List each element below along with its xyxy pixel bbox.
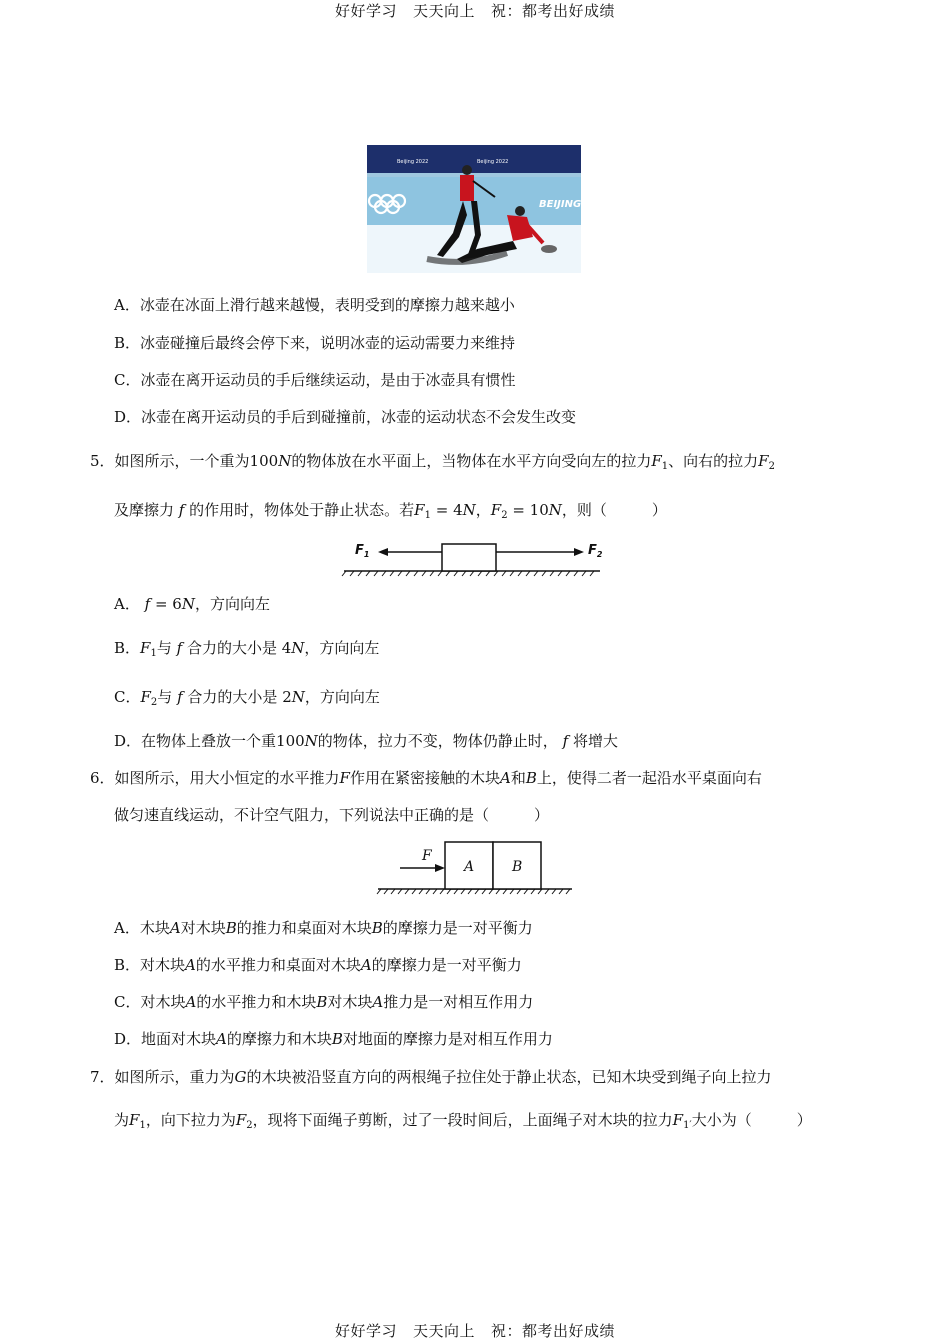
q5-block <box>442 544 496 571</box>
q6-label-f: F <box>422 848 432 864</box>
q4-option-d: D．冰壶在离开运动员的手后到碰撞前，冰壶的运动状态不会发生改变 <box>114 408 577 426</box>
q5-label-f2: F <box>588 543 597 558</box>
q6-option-c: C．对木块A的水平推力和木块B对木块A推力是一对相互作用力 <box>114 993 534 1011</box>
svg-text:Beijing 2022: Beijing 2022 <box>477 159 509 165</box>
q4-option-c: C．冰壶在离开运动员的手后继续运动，是由于冰壶具有惯性 <box>114 371 516 389</box>
q5-stem-line1: 5．如图所示，一个重为100N的物体放在水平面上，当物体在水平方向受向左的拉力$F_1$、向右的拉力$F_2$ <box>90 452 775 472</box>
q5-stem-line2: 及摩擦力 f 的作用时，物体处于静止状态。若$F_1 = 4N$，$F_2 = 10N$，则（ ） <box>114 501 667 521</box>
q7-stem-line1: 7．如图所示，重力为G的木块被沿竖直方向的两根绳子拉住处于静止状态，已知木块受到绳子向上拉力 <box>90 1068 772 1086</box>
header-left: 好好学习 <box>334 2 397 20</box>
q6-label-b: B <box>512 859 523 875</box>
q6-label-a: A <box>464 859 475 875</box>
header-right: 祝：都考出好成绩 <box>491 2 616 20</box>
q5-force-diagram <box>340 536 604 580</box>
svg-text:F1: $F_1$ <box>355 543 370 559</box>
q5-label-f1: F <box>355 543 364 558</box>
photo-logo: BEIJING <box>539 199 581 210</box>
q7-stem-line2: 为$F_1$，向下拉力为$F_2$，现将下面绳子剪断，过了一段时间后，上面绳子对木块的拉力$F_{1'}$大小为（ ） <box>114 1111 812 1131</box>
curling-photo <box>367 145 581 273</box>
q6-stem-line1: 6．如图所示，用大小恒定的水平推力F作用在紧密接触的木块A和B上，使得二者一起沿水平桌面向右 <box>90 769 762 787</box>
q5-option-b: B．$F_1$与 f 合力的大小是 4N，方向向左 <box>114 639 380 659</box>
header-middle: 天天向上 <box>412 2 475 20</box>
q6-stem-line2: 做匀速直线运动，不计空气阻力，下列说法中正确的是（ ） <box>114 806 550 824</box>
q4-option-a: A．冰壶在冰面上滑行越来越慢，表明受到的摩擦力越来越小 <box>114 296 515 314</box>
q6-option-d: D．地面对木块A的摩擦力和木块B对地面的摩擦力是对相互作用力 <box>114 1030 553 1048</box>
footer-middle: 天天向上 <box>412 1322 475 1340</box>
photo-banner: Beijing 2022 <box>397 159 429 165</box>
q6-option-a: A．木块A对木块B的推力和桌面对木块B的摩擦力是一对平衡力 <box>114 919 533 937</box>
q5-option-d: D．在物体上叠放一个重100N的物体，拉力不变，物体仍静止时， f 将增大 <box>114 732 618 750</box>
q4-option-b: B．冰壶碰撞后最终会停下来，说明冰壶的运动需要力来维持 <box>114 334 516 352</box>
page-footer <box>0 1320 950 1341</box>
q5-option-c: C．$F_2$与 f 合力的大小是 2N，方向向左 <box>114 688 380 708</box>
footer-right: 祝：都考出好成绩 <box>491 1322 616 1340</box>
q6-option-b: B．对木块A的水平推力和桌面对木块A的摩擦力是一对平衡力 <box>114 956 522 974</box>
svg-text:F2: $F_2$ <box>588 543 603 559</box>
page-header <box>0 0 950 21</box>
q6-blocks-diagram <box>376 840 574 898</box>
footer-left: 好好学习 <box>334 1322 397 1340</box>
q5-option-a: A． f = 6N，方向向左 <box>114 595 270 613</box>
